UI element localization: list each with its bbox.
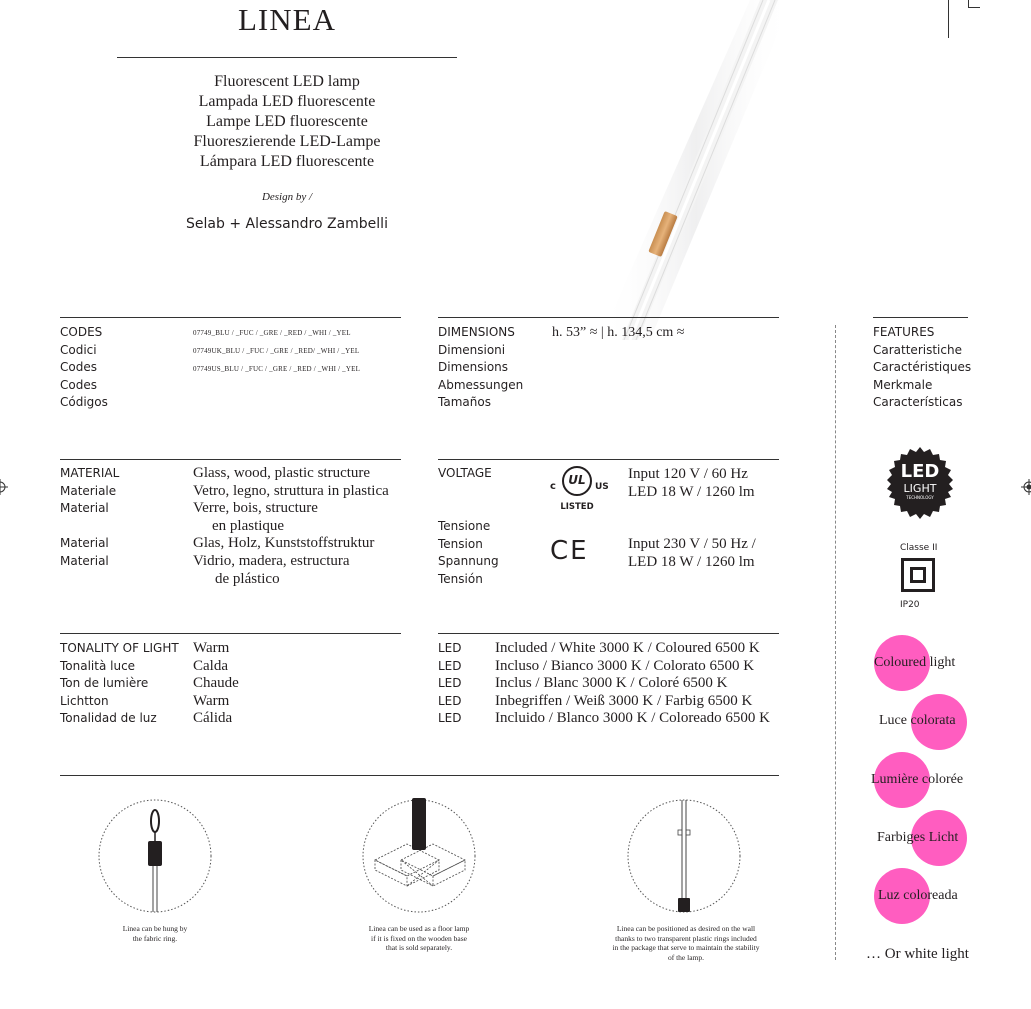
colour-light-it: Luce colorata (879, 713, 956, 728)
tonality-values (193, 640, 239, 728)
features-label-es: Características (873, 395, 963, 410)
usage-floor-line3: that is sold separately. (385, 943, 453, 952)
codes-label-de: Codes (60, 377, 97, 392)
white-light-note: … Or white light (866, 946, 969, 962)
voltage-us-spec (628, 466, 755, 501)
led-value-de: Inbegriffen / Weiß 3000 K / Farbig 6500 K (495, 692, 753, 709)
colour-light-fr: Lumière colorée (871, 772, 964, 787)
voltage-label-de: Spannung (438, 554, 499, 569)
code-uk: 07749UK_BLU / _FUC / _GRE / _RED/ _WHI / _YEL (193, 347, 360, 355)
usage-floor-line1: Linea can be used as a floor lamp (368, 924, 470, 933)
usage-hanging-line1: Linea can be hung by (122, 924, 188, 933)
usage-wall-illustration (626, 798, 742, 914)
material-value-de: Glas, Holz, Kunststoffstruktur (193, 535, 375, 552)
dimensions-labels (438, 324, 523, 412)
ip-rating: IP20 (900, 600, 920, 610)
dimensions-label-en: DIMENSIONS (438, 325, 515, 339)
classe-label: Classe II (900, 543, 938, 553)
usage-floor-illustration (361, 798, 477, 914)
ul-c-letter: c (550, 481, 556, 492)
tonality-rule (60, 633, 401, 634)
colour-light-es: Luz coloreada (878, 888, 958, 903)
designer-name: Selab + Alessandro Zambelli (186, 216, 388, 232)
tonality-label-it: Tonalità luce (60, 658, 136, 673)
features-labels (873, 324, 971, 412)
led-values (495, 640, 770, 728)
codes-label-it: Codici (60, 342, 97, 357)
led-label-1: LED (438, 641, 462, 655)
led-label-3: LED (438, 676, 462, 691)
codes-label-es: Códigos (60, 395, 108, 410)
lamp-product-photo (560, 0, 820, 340)
material-value-fr: Verre, bois, structure (193, 500, 318, 517)
material-label-en: MATERIAL (60, 466, 120, 480)
material-label-fr: Material (60, 501, 109, 516)
material-value-es-cont: de plástico (215, 570, 280, 587)
dimensions-label-es: Tamaños (438, 395, 491, 410)
led-value-en: Included / White 3000 K / Coloured 6500 K (495, 640, 760, 656)
dimensions-label-de: Abmessungen (438, 377, 524, 392)
voltage-rule (438, 459, 779, 460)
registration-mark-right (1021, 479, 1031, 495)
dimensions-label-fr: Dimensions (438, 360, 509, 375)
voltage-label-it: Tensione (438, 519, 491, 533)
ce-mark: CE (550, 536, 589, 566)
product-subtitles (117, 72, 457, 172)
material-labels (60, 465, 119, 571)
title-divider (117, 57, 457, 58)
tonality-label-es: Tonalidad de luz (60, 711, 157, 726)
material-value-fr-cont: en plastique (212, 517, 285, 534)
features-rule (873, 317, 968, 318)
subtitle-de: Fluoreszierende LED-Lampe (193, 133, 381, 150)
codes-rule (60, 317, 401, 318)
product-title: LINEA (238, 2, 336, 37)
usage-hanging-caption (95, 924, 215, 943)
tonality-value-es: Cálida (193, 710, 233, 727)
usage-wall-line3: in the package that serve to maintain the stability (612, 943, 760, 952)
double-insulation-icon (901, 558, 935, 592)
tonality-value-de: Warm (193, 692, 230, 709)
material-value-en: Glass, wood, plastic structure (193, 465, 371, 481)
dimensions-value: h. 53” ≈ | h. 134,5 cm ≈ (552, 325, 685, 340)
tonality-label-en: TONALITY OF LIGHT (60, 641, 179, 655)
voltage-label: VOLTAGE (438, 466, 492, 480)
voltage-labels-lower (438, 518, 499, 588)
tonality-value-en: Warm (193, 640, 230, 656)
led-value-it: Incluso / Bianco 3000 K / Colorato 6500 K (495, 657, 755, 674)
usage-wall-line2: thanks to two transparent plastic rings included (615, 933, 757, 943)
tonality-label-fr: Ton de lumière (60, 676, 149, 691)
led-labels (438, 640, 462, 728)
usage-hanging-illustration (97, 798, 213, 914)
registration-mark-left (0, 479, 8, 495)
subtitle-fr: Lampe LED fluorescente (206, 113, 368, 130)
design-by-label: Design by / (261, 191, 313, 203)
led-label-5: LED (438, 711, 462, 726)
led-label-4: LED (438, 693, 462, 708)
crop-mark-top-right (948, 0, 949, 38)
features-label-de: Merkmale (873, 377, 933, 392)
tonality-labels (60, 640, 179, 728)
codes-values (193, 324, 360, 378)
voltage-eu-spec (628, 536, 756, 571)
material-label-it: Materiale (60, 483, 117, 498)
usage-wall-line4: of the lamp. (667, 952, 705, 962)
voltage-label-es: Tensión (438, 571, 483, 586)
ul-letters: UL (568, 473, 586, 487)
features-label-en: FEATURES (873, 325, 935, 339)
code-us: 07749US_BLU / _FUC / _GRE / _RED / _WHI / _YEL (193, 365, 361, 373)
usage-floor-line2: if it is fixed on the wooden base (370, 933, 468, 943)
voltage-us-led: LED 18 W / 1260 lm (628, 483, 755, 500)
subtitle-en: Fluorescent LED lamp (214, 73, 360, 90)
led-value-es: Incluido / Blanco 3000 K / Coloreado 6500 K (495, 710, 770, 727)
codes-label-en: CODES (60, 325, 103, 339)
voltage-label-fr: Tension (438, 536, 483, 551)
material-value-es: Vidrio, madera, estructura (193, 552, 350, 569)
code-standard: 07749_BLU / _FUC / _GRE / _RED / _WHI / _YEL (193, 329, 351, 337)
material-value-it: Vetro, legno, struttura in plastica (193, 482, 389, 499)
crop-mark-corner-h (968, 7, 980, 8)
voltage-us-input: Input 120 V / 60 Hz (628, 466, 748, 482)
usage-hanging-line2: the fabric ring. (132, 933, 178, 943)
material-rule (60, 459, 401, 460)
features-dashed-divider (835, 325, 836, 960)
ul-us-letters: US (595, 482, 609, 492)
usage-wall-caption (594, 924, 778, 962)
usage-floor-caption (349, 924, 489, 953)
codes-labels (60, 324, 108, 412)
led-badge-small: TECHNOLOGY (906, 495, 934, 500)
codes-label-fr: Codes (60, 360, 97, 375)
material-label-de: Material (60, 536, 109, 551)
led-label-2: LED (438, 658, 462, 673)
voltage-eu-input: Input 230 V / 50 Hz / (628, 536, 756, 552)
material-label-es: Material (60, 553, 109, 568)
tonality-label-de: Lichtton (60, 693, 109, 708)
led-technology-badge (883, 446, 957, 520)
features-label-it: Caratteristiche (873, 342, 962, 357)
dimensions-rule (438, 317, 779, 318)
tonality-value-fr: Chaude (193, 675, 239, 692)
voltage-eu-led: LED 18 W / 1260 lm (628, 553, 755, 570)
subtitle-it: Lampada LED fluorescente (198, 93, 376, 110)
subtitle-es: Lámpara LED fluorescente (199, 153, 375, 170)
material-values (193, 465, 389, 588)
led-badge-mid: LIGHT (903, 482, 937, 495)
ul-listed-mark (549, 465, 611, 517)
tonality-value-it: Calda (193, 657, 228, 674)
led-rule (438, 633, 779, 634)
dimensions-label-it: Dimensioni (438, 342, 506, 357)
led-badge-big: LED (900, 461, 940, 482)
colour-light-de: Farbiges Licht (877, 830, 959, 845)
usage-wall-line1: Linea can be positioned as desired on the wall (616, 924, 756, 933)
colour-light-en: Coloured light (874, 655, 956, 670)
ul-listed-text: LISTED (560, 502, 594, 512)
led-value-fr: Inclus / Blanc 3000 K / Coloré 6500 K (495, 675, 728, 692)
features-label-fr: Caractéristiques (873, 360, 972, 375)
usage-rule (60, 775, 779, 776)
